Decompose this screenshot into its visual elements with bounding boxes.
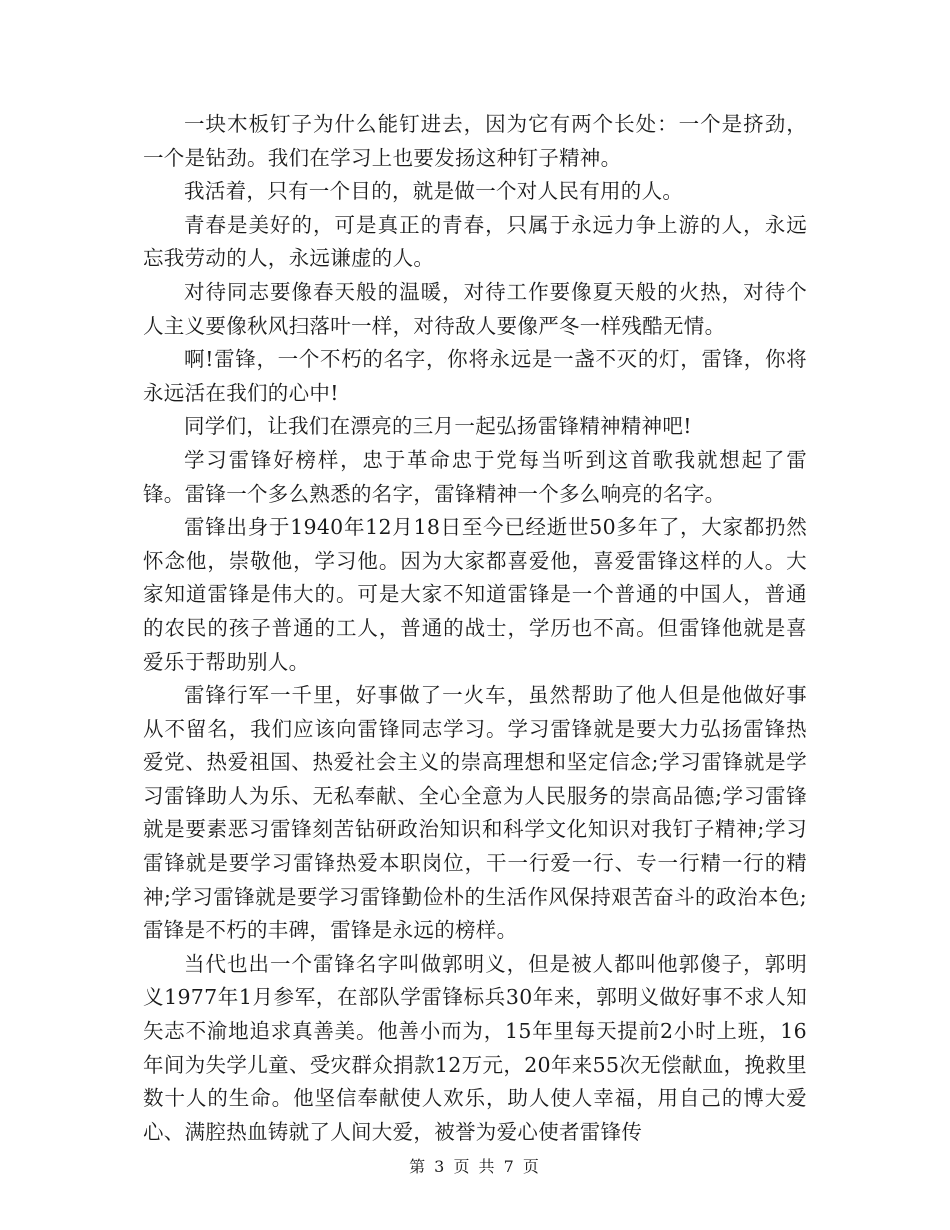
- paragraph: 雷锋出身于1940年12月18日至今已经逝世50多年了，大家都扔然怀念他，崇敬他，学习他。因为大家都喜爱他，喜爱雷锋这样的人。大家知道雷锋是伟大的。可是大家不知道雷锋是一个普通的中国人，普通的农民的孩子普通的工人，普通的战士，学历也不高。但雷锋他就是喜爱乐于帮助别人。: [143, 515, 807, 674]
- paragraph: 雷锋行军一千里，好事做了一火车，虽然帮助了他人但是他做好事从不留名，我们应该向雷锋同志学习。学习雷锋就是要大力弘扬雷锋热爱党、热爱祖国、热爱社会主义的崇高理想和坚定信念;学习雷锋就是学习雷锋助人为乐、无私奉献、全心全意为人民服务的崇高品德;学习雷锋就是要素恶习雷锋刻苦钻研政治知识和科学文化知识对我钉子精神;学习雷锋就是要学习雷锋热爱本职岗位，干一行爱一行、专一行精一行的精神;学习雷锋就是要学习雷锋勤俭朴的生活作风保持艰苦奋斗的政治本色;雷锋是不朽的丰碑，雷锋是永远的榜样。: [143, 683, 807, 943]
- paragraph: 青春是美好的，可是真正的青春，只属于永远力争上游的人，永远忘我劳动的人，永远谦虚的人。: [143, 212, 807, 271]
- paragraph: 对待同志要像春天般的温暖，对待工作要像夏天般的火热，对待个人主义要像秋风扫落叶一样，对待敌人要像严冬一样残酷无情。: [143, 279, 807, 338]
- paragraph: 一块木板钉子为什么能钉进去，因为它有两个长处：一个是挤劲，一个是钻劲。我们在学习上也要发扬这种钉子精神。: [143, 112, 807, 170]
- body-text: [143, 108, 807, 1149]
- paragraph: 啊!雷锋，一个不朽的名字，你将永远是一盏不灭的灯，雷锋，你将永远活在我们的心中!: [143, 347, 807, 405]
- page-number-footer: 第 3 页 共 7 页: [409, 1157, 541, 1176]
- paragraph: 同学们，让我们在漂亮的三月一起弘扬雷锋精神精神吧!: [184, 414, 692, 439]
- paragraph: 我活着，只有一个目的，就是做一个对人民有用的人。: [184, 179, 684, 204]
- paragraph: 学习雷锋好榜样，忠于革命忠于党每当听到这首歌我就想起了雷锋。雷锋一个多么熟悉的名字，雷锋精神一个多么响亮的名字。: [143, 447, 807, 506]
- paragraph: 当代也出一个雷锋名字叫做郭明义，但是被人都叫他郭傻子，郭明义1977年1月参军，在部队学雷锋标兵30年来，郭明义做好事不求人知矢志不渝地追求真善美。他善小而为，15年里每天提前2小时上班，16年间为失学儿童、受灾群众捐款12万元，20年来55次无偿献血，挽救里数十人的生命。他坚信奉献使人欢乐，助人使人幸福，用自己的博大爱心、满腔热血铸就了人间大爱，被誉为爱心使者雷锋传: [143, 951, 807, 1144]
